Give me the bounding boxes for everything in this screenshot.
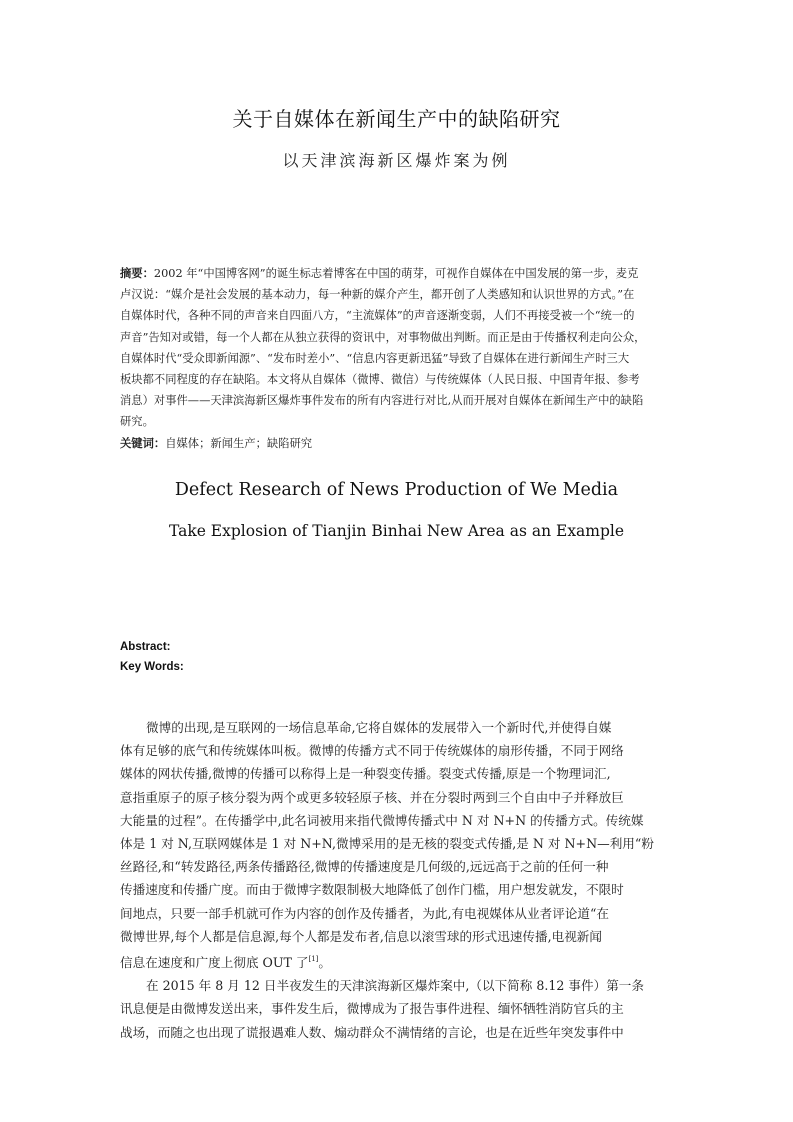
body-line: 体有足够的底气和传统媒体叫板。微博的传播方式不同于传统媒体的扇形传播，不同于网络 — [120, 743, 624, 759]
english-keywords-label: Key Words: — [120, 661, 184, 673]
chinese-subtitle: 以天津滨海新区爆炸案为例 — [282, 151, 511, 170]
body-line: 讯息便是由微博发送出来，事件发生后，微博成为了报告事件进程、缅怀牺牲消防官兵的主 — [120, 1001, 624, 1017]
abstract-line: 摘要：2002 年“中国博客网”的诞生标志着博客在中国的萌芽，可视作自媒体在中国发展的第一步，麦克 — [120, 267, 639, 280]
english-abstract-block — [120, 637, 184, 677]
abstract-line: 卢汉说：“媒介是社会发展的基本动力，每一种新的媒介产生，都开创了人类感知和认识世界的方式。”在 — [120, 288, 635, 302]
body-line: 大能量的过程”。在传播学中,此名词被用来指代微博传播式中 N 对 N+N 的传播方式。传统媒 — [120, 812, 644, 828]
abstract-line: 自媒体时代，各种不同的声音来自四面八方，“主流媒体”的声音逐渐变弱，人们不再接受被一个“统一的 — [120, 309, 635, 323]
body-line: 体是 1 对 N,互联网媒体是 1 对 N+N,微博采用的是无核的裂变式传播,是 N 对 N+N—利用“粉 — [120, 836, 654, 852]
body-line: 在 2015 年 8 月 12 日半夜发生的天津滨海新区爆炸案中,（以下简称 8.12 事件）第一条 — [146, 978, 644, 994]
abstract-line: 板块都不同程度的存在缺陷。本文将从自媒体（微博、微信）与传统媒体（人民日报、中国青年报、参考 — [120, 373, 640, 387]
keywords-label: 关键词： — [120, 436, 166, 450]
body-line: 信息在速度和广度上彻底 OUT 了[1]。 — [120, 955, 331, 971]
abstract-line: 消息）对事件——天津滨海新区爆炸事件发布的所有内容进行对比,从而开展对自媒体在新闻生产中的缺陷 — [120, 394, 644, 408]
keywords-value: 自媒体；新闻生产；缺陷研究 — [165, 436, 313, 450]
body-line: 丝路径,和“转发路径,两条传播路径,微博的传播速度是几何级的,远远高于之前的任何一种 — [120, 859, 609, 875]
abstract-line: 声音”告知对或错，每一个人都在从独立获得的资讯中，对事物做出判断。而正是由于传播权利走向公众， — [120, 330, 646, 344]
body-line: 微博的出现,是互联网的一场信息革命,它将自媒体的发展带入一个新时代,并使得自媒 — [146, 720, 612, 735]
body-line: 微博世界,每个人都是信息源,每个人都是发布者,信息以滚雪球的形式迅速传播,电视新闻 — [120, 928, 602, 944]
chinese-title: 关于自媒体在新闻生产中的缺陷研究 — [232, 107, 561, 131]
english-subtitle: Take Explosion of Tianjin Binhai New Area as an Example — [168, 522, 625, 540]
abstract-line: 研究。 — [120, 415, 154, 429]
body-line: 媒体的网状传播,微博的传播可以称得上是一种裂变传播。裂变式传播,原是一个物理词汇, — [120, 766, 611, 782]
body-line: 间地点，只要一部手机就可作为内容的创作及传播者，为此,有电视媒体从业者评论道“在 — [120, 905, 610, 921]
abstract-line: 自媒体时代“受众即新闻源”、“发布时差小”、“信息内容更新迅猛”导致了自媒体在进行新闻生产时三大 — [120, 351, 630, 365]
chinese-abstract — [120, 263, 676, 454]
citation-reference[interactable]: [1] — [308, 955, 319, 964]
abstract-label: 摘要： — [120, 267, 154, 280]
english-abstract-label: Abstract: — [120, 641, 171, 653]
body-line: 战场，而随之也出现了谎报遇难人数、煽动群众不满情绪的言论，也是在近些年突发事件中 — [120, 1024, 624, 1040]
body-line: 意指重原子的原子核分裂为两个或更多较轻原子核、并在分裂时两到三个自由中子并释放巨 — [120, 789, 624, 805]
body-text — [120, 716, 676, 1044]
keywords-line — [120, 433, 676, 454]
english-title: Defect Research of News Production of We Media — [174, 480, 619, 500]
body-line: 传播速度和传播广度。而由于微博字数限制极大地降低了创作门槛，用户想发就发，不限时 — [120, 882, 624, 898]
